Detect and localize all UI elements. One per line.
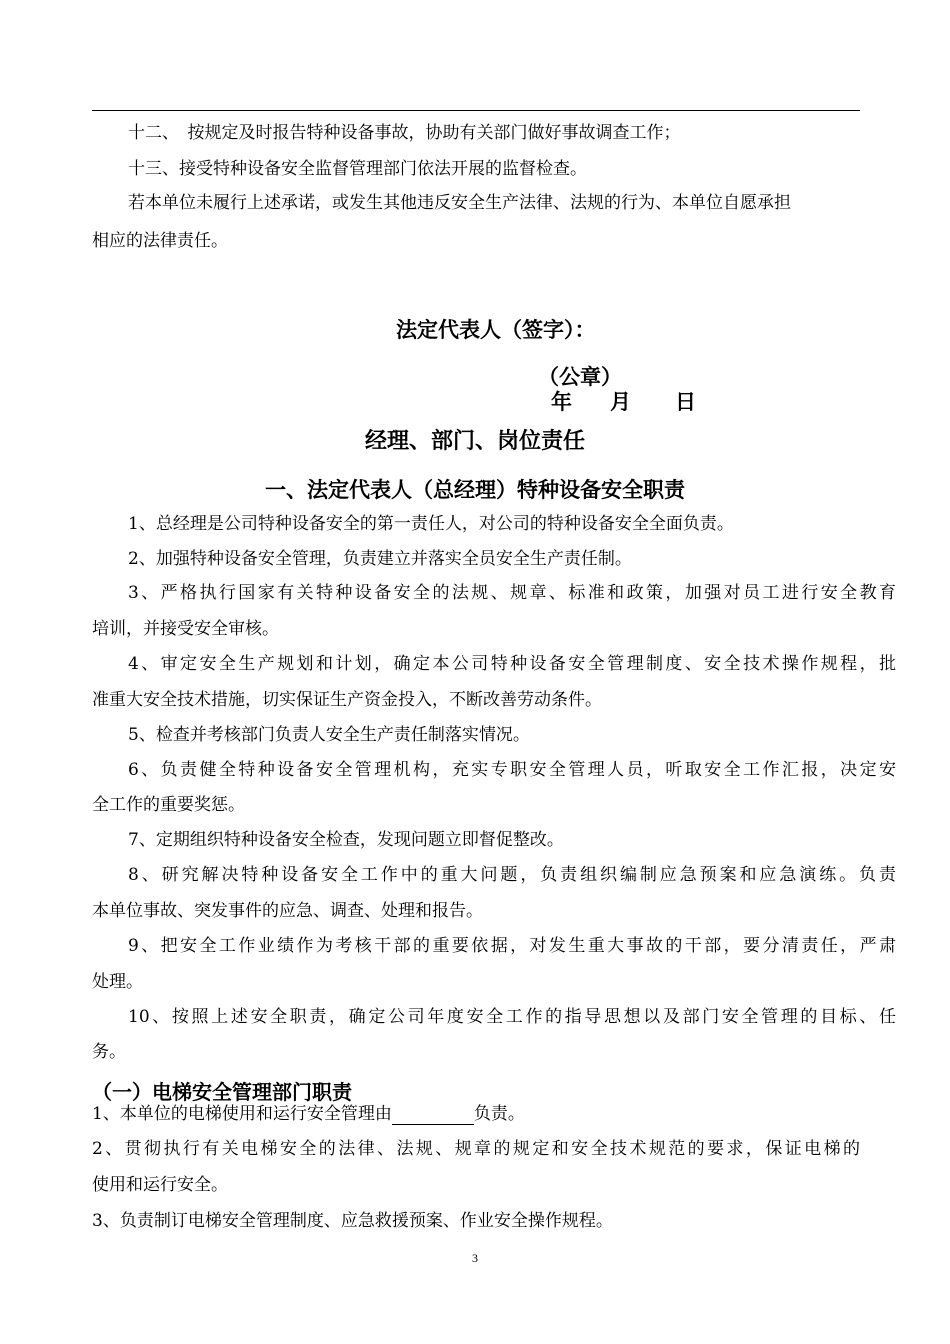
part1-line: 6、负责健全特种设备安全管理机构，充实专职安全管理人员，听取安全工作汇报，决定安 xyxy=(128,760,896,780)
part1-line: 8、研究解决特种设备安全工作中的重大问题，负责组织编制应急预案和应急演练。负责 xyxy=(128,865,896,885)
liability-line-1: 若本单位未履行上述承诺，或发生其他违反安全生产法律、法规的行为、本单位自愿承担 xyxy=(128,193,791,213)
part1-line: 1、总经理是公司特种设备安全的第一责任人，对公司的特种设备安全全面负责。 xyxy=(128,514,734,534)
part1-line: 2、加强特种设备安全管理，负责建立并落实全员安全生产责任制。 xyxy=(128,549,632,569)
part1-title: 一、法定代表人（总经理）特种设备安全职责 xyxy=(265,478,685,502)
part1-line: 9、把安全工作业绩作为考核干部的重要依据，对发生重大事故的干部，要分清责任，严肃 xyxy=(128,936,896,956)
part2-item-1-suffix: 负责。 xyxy=(473,1104,525,1124)
item-12: 十二、 按规定及时报告特种设备事故，协助有关部门做好事故调查工作； xyxy=(128,123,681,143)
part2-item-2-line-2: 使用和运行安全。 xyxy=(92,1175,228,1195)
part1-line: 务。 xyxy=(92,1042,126,1062)
part1-line: 培训，并接受安全审核。 xyxy=(92,619,279,639)
part1-line: 3、严格执行国家有关特种设备安全的法规、规章、标准和政策，加强对员工进行安全教育 xyxy=(128,583,896,603)
date-year: 年 xyxy=(551,390,572,414)
liability-line-2: 相应的法律责任。 xyxy=(92,231,228,251)
part1-line: 4、审定安全生产规划和计划，确定本公司特种设备安全管理制度、安全技术操作规程，批 xyxy=(128,654,896,674)
part1-line: 准重大安全技术措施，切实保证生产资金投入，不断改善劳动条件。 xyxy=(92,690,602,710)
part2-item-1-prefix: 1、本单位的电梯使用和运行安全管理由 xyxy=(92,1104,392,1124)
page-number: 3 xyxy=(472,1251,478,1265)
date-month: 月 xyxy=(610,390,631,414)
responsible-party-blank[interactable] xyxy=(392,1106,474,1125)
part2-item-2-line-1: 2、贯彻执行有关电梯安全的法律、法规、规章的规定和安全技术规范的要求，保证电梯的 xyxy=(92,1139,860,1159)
part1-line: 10、按照上述安全职责，确定公司年度安全工作的指导思想以及部门安全管理的目标、任 xyxy=(128,1007,896,1027)
part1-line: 全工作的重要奖惩。 xyxy=(92,795,245,815)
official-seal-label: （公章） xyxy=(538,365,622,389)
date-line xyxy=(551,386,696,416)
part1-line: 处理。 xyxy=(92,972,143,992)
part2-title: （一）电梯安全管理部门职责 xyxy=(92,1080,352,1104)
part1-line: 5、检查并考核部门负责人安全生产责任制落实情况。 xyxy=(128,725,530,745)
part1-line: 本单位事故、突发事件的应急、调查、处理和报告。 xyxy=(92,901,483,921)
part2-item-3: 3、负责制订电梯安全管理制度、应急救援预案、作业安全操作规程。 xyxy=(92,1211,613,1231)
item-13: 十三、接受特种设备安全监督管理部门依法开展的监督检查。 xyxy=(128,159,587,179)
header-rule xyxy=(92,110,860,111)
part2-item-1 xyxy=(92,1103,860,1125)
date-day: 日 xyxy=(675,390,696,414)
section-title: 经理、部门、岗位责任 xyxy=(364,429,585,454)
part1-line: 7、定期组织特种设备安全检查，发现问题立即督促整改。 xyxy=(128,830,564,850)
legal-rep-signature-label: 法定代表人（签字）： xyxy=(396,318,596,342)
